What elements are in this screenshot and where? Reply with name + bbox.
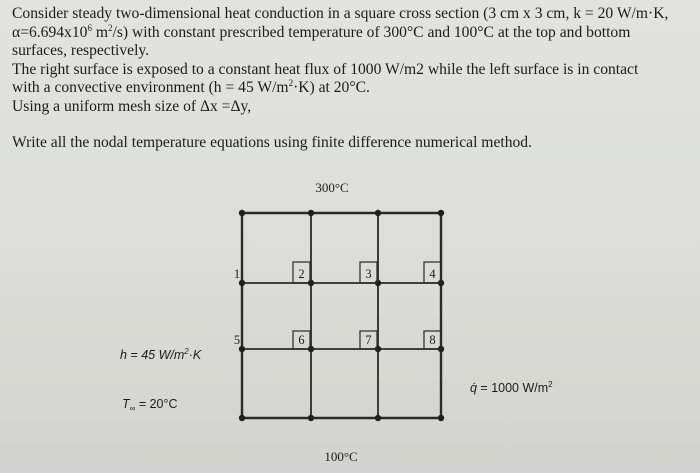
mesh-nodes bbox=[239, 210, 444, 421]
mesh-node-dot bbox=[375, 415, 381, 421]
alpha-unit-exponent: 2 bbox=[107, 22, 113, 33]
node-number-2: 2 bbox=[298, 267, 305, 281]
ambient-temp-text: ·K) at 20°C. bbox=[293, 79, 370, 96]
mesh-node-dot bbox=[308, 415, 314, 421]
node-number-4: 4 bbox=[429, 267, 436, 281]
mesh-grid bbox=[242, 213, 441, 418]
problem-line-6: Using a uniform mesh size of Δx =Δy, bbox=[12, 97, 252, 115]
heat-flux-label: q̇ = 1000 $W/m^2$ bbox=[470, 380, 553, 395]
mesh-node-dot bbox=[239, 415, 245, 421]
problem-line-3: surfaces, respectively. bbox=[12, 42, 150, 59]
mesh-node-dot bbox=[375, 210, 381, 216]
node-number-1: 1 bbox=[233, 267, 241, 281]
node-number-3: 3 bbox=[365, 267, 372, 281]
ambient-temperature-label: $T_\infty = 20^\circ C$ bbox=[122, 397, 178, 413]
alpha-unit: m bbox=[91, 23, 108, 41]
mesh-node-dot bbox=[239, 210, 245, 216]
mesh-node-dot bbox=[438, 210, 444, 216]
alpha-exponent: 6 bbox=[87, 22, 92, 33]
convection-coefficient-label: h = 45 $W/m^2\cdot K$ bbox=[120, 347, 202, 362]
problem-line-2-rest: /s) with constant prescribed temperature of 300°C and 100°C at the top and bottom bbox=[112, 23, 631, 41]
top-temperature-label: 300°C bbox=[315, 180, 349, 195]
node-number-5: 5 bbox=[233, 333, 241, 347]
mesh-node-dot bbox=[438, 415, 444, 421]
problem-line-4: The right surface is exposed to a constant heat flux of 1000 W/m2 while the left surface is in contact bbox=[12, 60, 639, 78]
problem-question: Write all the nodal temperature equations using finite difference numerical method. bbox=[12, 134, 532, 151]
node-number-labels bbox=[234, 262, 441, 349]
alpha-value: α=6.694x10 bbox=[12, 23, 88, 41]
problem-line-1: Consider steady two-dimensional heat conduction in a square cross section (3 cm x 3 cm, k = 20 W/m·K, bbox=[12, 5, 669, 22]
node-number-7: 7 bbox=[365, 333, 372, 347]
bottom-temperature-label: 100°C bbox=[324, 449, 358, 464]
node-number-8: 8 bbox=[429, 333, 436, 347]
node-number-6: 6 bbox=[298, 333, 305, 347]
h-coefficient-text: with a convective environment (h = 45 W/m bbox=[12, 79, 289, 96]
mesh-node-dot bbox=[308, 210, 314, 216]
h-unit-exponent: 2 bbox=[288, 78, 294, 88]
